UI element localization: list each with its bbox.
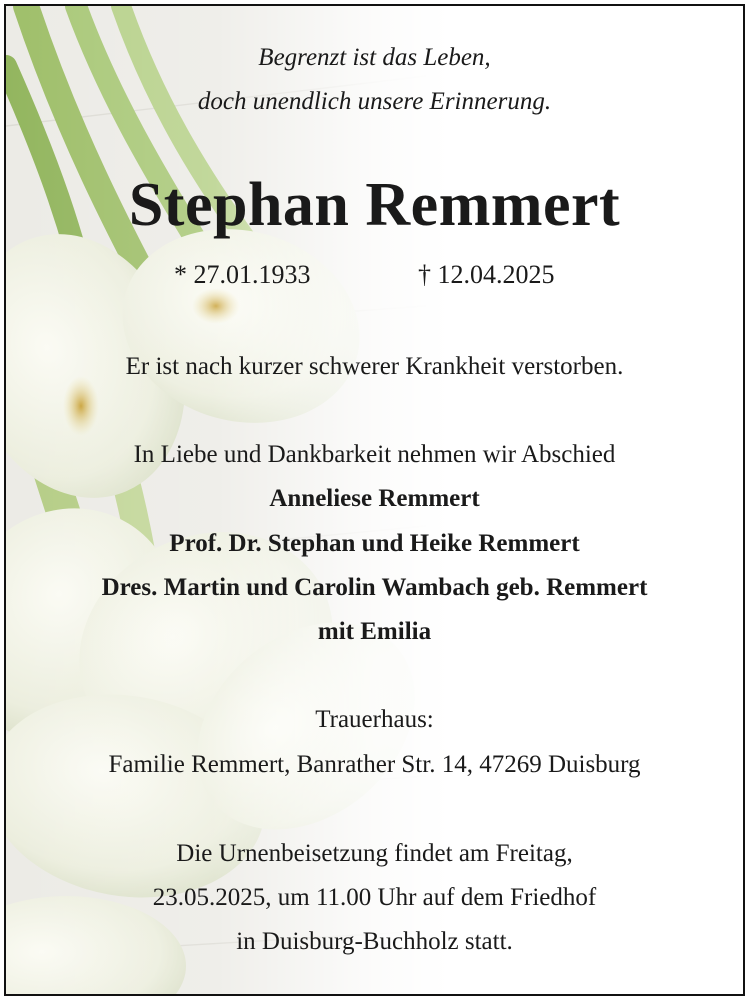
- notice-text: [6, 6, 743, 994]
- mourning-house-label: Trauerhaus:: [315, 706, 434, 733]
- mourner-3: Dres. Martin und Carolin Wambach geb. Remmert: [101, 574, 648, 601]
- mourner-2: Prof. Dr. Stephan und Heike Remmert: [169, 530, 580, 557]
- death-date: † 12.04.2025: [418, 260, 555, 289]
- farewell-intro: In Liebe und Dankbarkeit nehmen wir Abschied: [133, 441, 616, 468]
- obituary-notice: [4, 4, 745, 996]
- statement-text: Er ist nach kurzer schwerer Krankheit verstorben.: [125, 353, 624, 380]
- burial-line-3: in Duisburg-Buchholz statt.: [236, 928, 513, 955]
- motto-line-1: Begrenzt ist das Leben,: [258, 44, 491, 71]
- motto-line-2: doch unendlich unsere Erinnerung.: [197, 88, 552, 115]
- mourning-house-address: Familie Remmert, Banrather Str. 14, 47269 Duisburg: [108, 751, 641, 778]
- deceased-name: Stephan Remmert: [128, 171, 621, 239]
- burial-line-1: Die Urnenbeisetzung findet am Freitag,: [176, 840, 573, 867]
- birth-date: * 27.01.1933: [174, 260, 311, 289]
- mourner-4: mit Emilia: [317, 618, 432, 645]
- burial-line-2: 23.05.2025, um 11.00 Uhr auf dem Friedhof: [152, 884, 597, 911]
- mourner-1: Anneliese Remmert: [269, 485, 480, 512]
